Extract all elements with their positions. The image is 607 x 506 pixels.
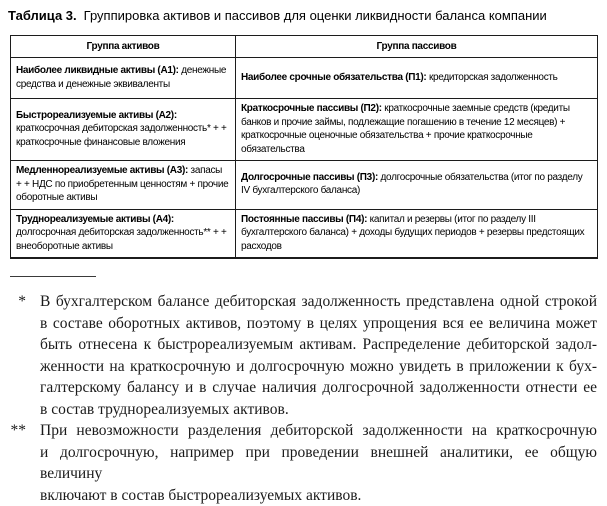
footnote-2 <box>10 420 597 506</box>
asset-group-title: Медленнореализуемые активы (А3): <box>16 165 188 176</box>
asset-cell-a1 <box>11 58 236 99</box>
footnote-line: При невозможности разделения дебиторской задолженности на краткосрочную <box>40 420 597 442</box>
assets-column-header: Группа активов <box>11 36 236 58</box>
footnote-text <box>40 420 597 506</box>
footnote-line: в составе оборотных активов, поэтому в целях упрощения вся ее величина может <box>40 313 597 335</box>
liquidity-grouping-table <box>10 35 598 259</box>
asset-group-title: Быстрореализуемые активы (А2): <box>16 110 177 121</box>
asset-group-text: запасы + + НДС по приобретенным ценностям + прочие оборотные активы <box>16 165 228 203</box>
footnote-line: галтерскому балансу и в случае наличия долгосрочной задолженности отнести ее <box>40 377 597 399</box>
footnote-line: и долгосрочную, например при проведении внешней аналитики, ее общую величину <box>40 442 597 485</box>
book-page <box>0 8 607 487</box>
footnote-line: женности на краткосрочную и долгосрочную можно увидеть в приложении к бух- <box>40 356 597 378</box>
asset-group-text: краткосрочная дебиторская задолженность* + + краткосрочные финансовые вложения <box>16 123 227 148</box>
liability-group-text: краткосрочные заемные средств (кредиты банков и прочие займы, подлежащие погашению в течение 12 месяцев) + краткосрочные оценочные обязательства + прочие краткосрочные обязательства <box>241 103 570 155</box>
asset-cell-a4 <box>11 209 236 258</box>
footnote-1 <box>10 291 597 420</box>
footnote-marker: * <box>10 291 26 420</box>
asset-cell-a2 <box>11 99 236 161</box>
table-caption <box>8 8 597 23</box>
liability-cell-p2 <box>236 99 598 161</box>
table-caption-number: Таблица 3. <box>8 8 77 23</box>
asset-group-title: Труднореализуемые активы (А4): <box>16 214 174 225</box>
table-caption-text: Группировка активов и пассивов для оценки ликвидности баланса компании <box>84 8 547 23</box>
liability-group-title: Постоянные пассивы (П4): <box>241 214 367 225</box>
footnote-line: включают в состав быстрореализуемых активов. <box>40 485 597 506</box>
footnotes-section <box>10 276 597 506</box>
liability-group-text: кредиторская задолженность <box>429 72 558 83</box>
asset-group-title: Наиболее ликвидные активы (А1): <box>16 65 179 76</box>
footnote-text <box>40 291 597 420</box>
liability-group-text: долгосрочные обязательства (итог по разделу IV бухгалтерского баланса) <box>241 172 582 197</box>
liability-group-title: Наиболее срочные обязательства (П1): <box>241 72 426 83</box>
liability-group-text: капитал и резервы (итог по разделу III бухгалтерского баланса) + доходы будущих периодов + резервы предстоящих расходов <box>241 214 584 252</box>
footnote-marker: ** <box>10 420 26 506</box>
table-row <box>11 161 598 210</box>
asset-cell-a3 <box>11 161 236 210</box>
footnote-line: в состав труднореализуемых активов. <box>40 399 597 421</box>
liability-group-title: Краткосрочные пассивы (П2): <box>241 103 382 114</box>
liability-cell-p1 <box>236 58 598 99</box>
liability-group-title: Долгосрочные пассивы (П3): <box>241 172 378 183</box>
table-header-row <box>11 36 598 58</box>
footnote-divider <box>10 276 96 277</box>
footnote-line: быть отнесена к быстрореализуемым активам. Распределение дебиторской задол- <box>40 334 597 356</box>
table-row <box>11 99 598 161</box>
liability-cell-p4 <box>236 209 598 258</box>
asset-group-text: долгосрочная дебиторская задолженность** + + внеоборотные активы <box>16 227 227 252</box>
footnote-line: В бухгалтерском балансе дебиторская задолженность представлена одной строкой <box>40 291 597 313</box>
asset-group-text: денежные средства и денежные эквиваленты <box>16 65 226 90</box>
liabilities-column-header: Группа пассивов <box>236 36 598 58</box>
table-row <box>11 58 598 99</box>
liability-cell-p3 <box>236 161 598 210</box>
table-row <box>11 209 598 258</box>
